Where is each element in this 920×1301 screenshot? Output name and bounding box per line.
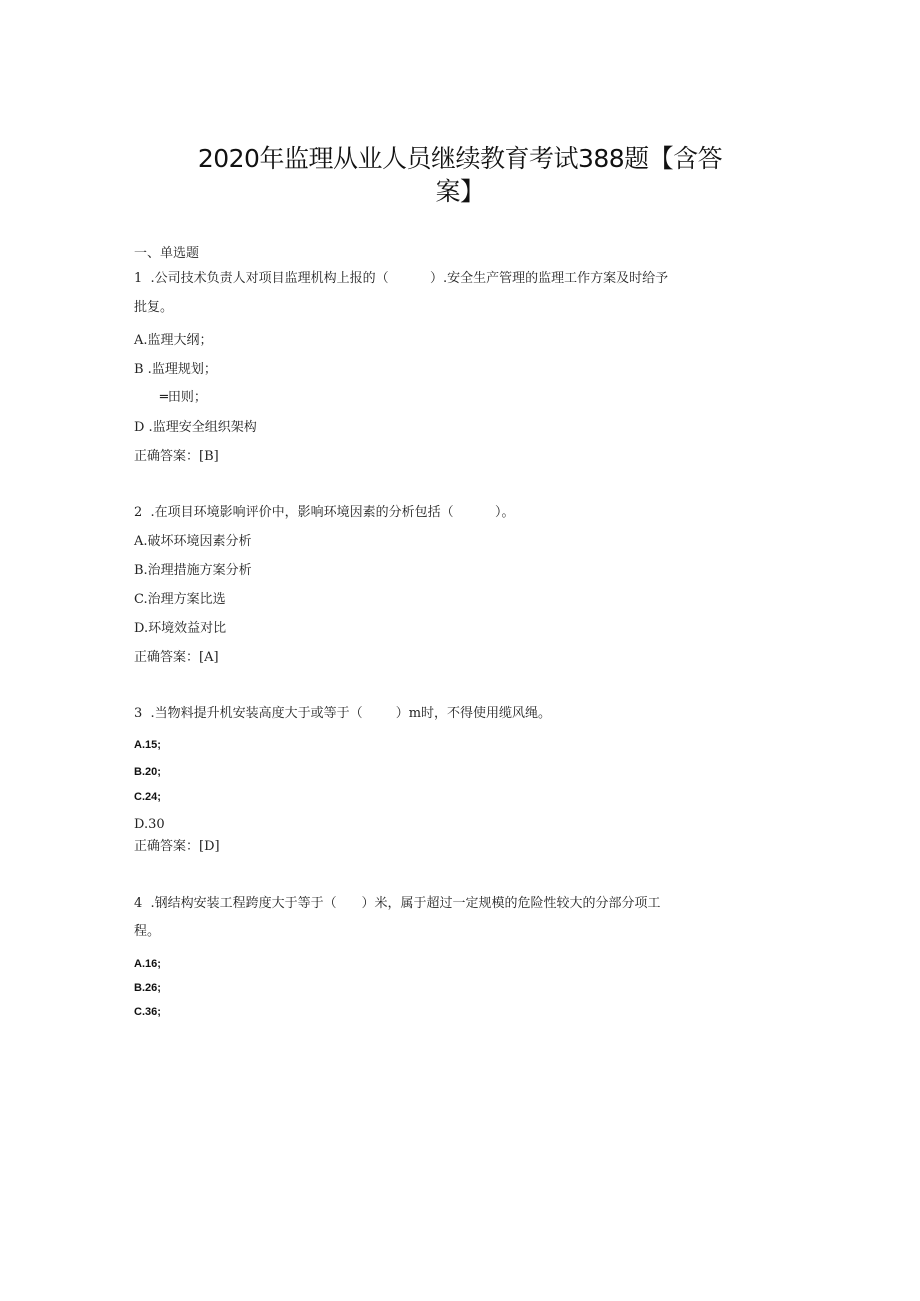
question-4-option-b: B.26; xyxy=(134,982,161,994)
question-2-option-c: C.治理方案比选 xyxy=(134,592,226,607)
question-2-option-b: B.治理措施方案分析 xyxy=(134,563,252,578)
question-3-answer: 正确答案：[D] xyxy=(134,839,220,854)
question-1-stem-line-2: 批复。 xyxy=(134,300,174,315)
question-2-stem-line-1: 2 .在项目环境影响评价中，影响环境因素的分析包括（ ）。 xyxy=(134,505,515,520)
question-3-stem-line-1: 3 .当物料提升机安装高度大于或等于（ ）m时，不得使用缆风绳。 xyxy=(134,706,552,721)
question-4-option-c: C.36; xyxy=(134,1006,161,1018)
question-3-option-b: B.20; xyxy=(134,766,161,778)
question-1-option-b: B .监理规划； xyxy=(134,362,217,377)
title-line-1: 2020年监理从业人员继续教育考试388题【含答 xyxy=(197,144,723,173)
title-line-2: 案】 xyxy=(435,177,485,206)
question-1-option-d: D .监理安全组织架构 xyxy=(134,420,257,435)
question-2-option-a: A.破坏环境因素分析 xyxy=(134,534,252,549)
question-1-answer: 正确答案：[B] xyxy=(134,449,219,464)
question-2-option-d: D.环境效益对比 xyxy=(134,621,227,636)
question-3-option-a: A.15; xyxy=(134,739,161,751)
question-1-option-a: A.监理大纲； xyxy=(134,333,213,348)
question-4-stem-line-2: 程。 xyxy=(134,924,161,939)
question-1-option-c: ═田则； xyxy=(160,390,207,405)
question-3-option-c: C.24; xyxy=(134,791,161,803)
question-3-option-d: D.30 xyxy=(134,817,165,832)
question-1-stem-line-1: 1 .公司技术负责人对项目监理机构上报的（ ）.安全生产管理的监理工作方案及时给予 xyxy=(134,271,669,286)
section-heading: 一、单选题 xyxy=(134,246,200,261)
question-4-option-a: A.16; xyxy=(134,958,161,970)
question-4-stem-line-1: 4 .钢结构安装工程跨度大于等于（ ）米，属于超过一定规模的危险性较大的分部分项工 xyxy=(134,896,661,911)
question-2-answer: 正确答案：[A] xyxy=(134,650,219,665)
